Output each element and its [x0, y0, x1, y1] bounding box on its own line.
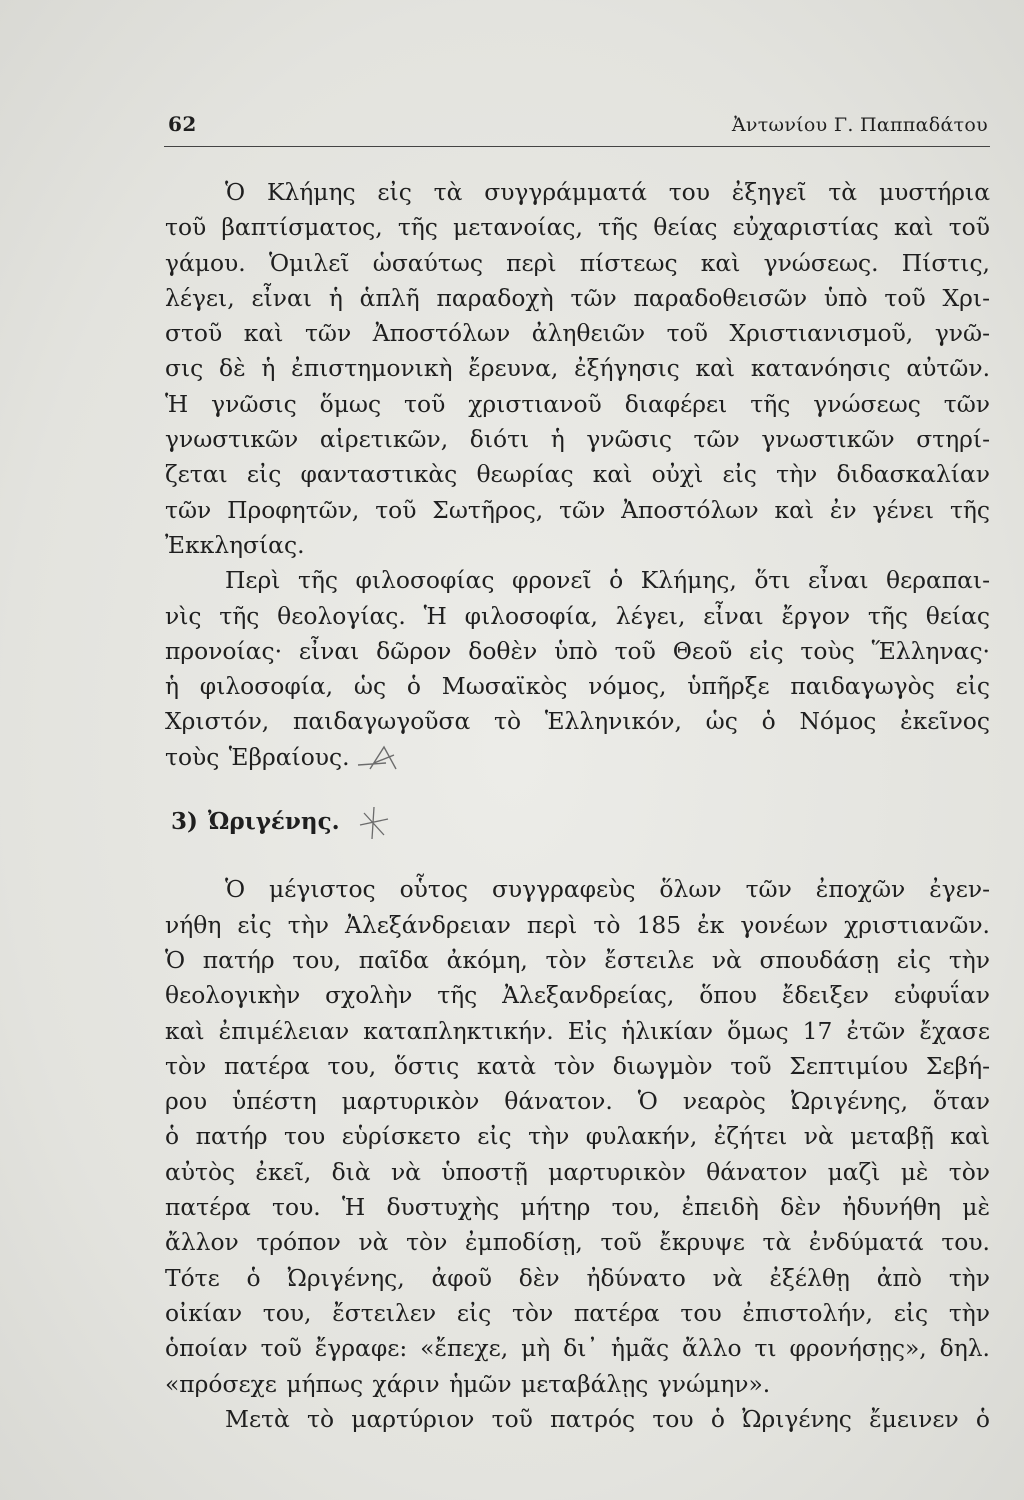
paragraph-clement-sacraments: [165, 175, 990, 563]
text-line: καὶ ἐπιμέλειαν καταπληκτικήν. Εἰς ἡλικίαν ὅμως 17 ἐτῶν ἔχασε: [165, 1016, 990, 1045]
pencil-mark-icon: [356, 743, 400, 773]
text-line: ὁποίαν τοῦ ἔγραφε: «ἔπεχε, μὴ δι᾿ ἡμᾶς ἄλλο τι φρονήσῃς», δηλ.: [165, 1334, 990, 1363]
running-head: Ἀντωνίου Γ. Παππαδάτου: [731, 114, 988, 136]
text-line: ἡ φιλοσοφία, ὡς ὁ Μωσαϊκὸς νόμος, ὑπῆρξε παιδαγωγὸς εἰς: [165, 672, 990, 701]
text-line-content: τοὺς Ἑβραίους.: [165, 742, 350, 771]
section-title: Ὠριγένης.: [207, 808, 340, 836]
text-line: Ὁ πατήρ του, παῖδα ἀκόμη, τὸν ἔστειλε νὰ σπουδάσῃ εἰς τὴν: [165, 945, 990, 974]
text-line: αὐτὸς ἐκεῖ, διὰ νὰ ὑποστῇ μαρτυρικὸν θάνατον μαζὶ μὲ τὸν: [165, 1157, 990, 1186]
text-line: Ἡ γνῶσις ὅμως τοῦ χριστιανοῦ διαφέρει τῆς γνώσεως τῶν: [165, 389, 990, 418]
page-number: 62: [168, 112, 197, 136]
page-header: [168, 108, 988, 148]
section-heading: [165, 804, 990, 839]
text-line: στοῦ καὶ τῶν Ἀποστόλων ἀληθειῶν τοῦ Χριστιανισμοῦ, γνῶ-: [165, 319, 990, 348]
body-text: [165, 175, 990, 1437]
text-line: Ὁ μέγιστος οὗτος συγγραφεὺς ὅλων τῶν ἐποχῶν ἐγεν-: [225, 875, 990, 904]
paragraph-origen-life: [165, 872, 990, 1401]
text-line: Μετὰ τὸ μαρτύριον τοῦ πατρός του ὁ Ὠριγένης ἔμεινεν ὁ: [225, 1404, 990, 1433]
text-line: Ἐκκλησίας.: [165, 530, 305, 559]
text-line: νὶς τῆς θεολογίας. Ἡ φιλοσοφία, λέγει, εἶναι ἔργον τῆς θείας: [165, 601, 990, 630]
text-line: Τότε ὁ Ὠριγένης, ἀφοῦ δὲν ἠδύνατο νὰ ἐξέλθῃ ἀπὸ τὴν: [165, 1263, 990, 1292]
header-rule: [164, 146, 990, 147]
text-line: Ὁ Κλήμης εἰς τὰ συγγράμματά του ἐξηγεῖ τὰ μυστήρια: [225, 178, 990, 206]
text-line: θεολογικὴν σχολὴν τῆς Ἀλεξανδρείας, ὅπου ἔδειξεν εὐφυΐαν: [165, 981, 990, 1010]
text-line: «πρόσεχε μήπως χάριν ἡμῶν μεταβάλῃς γνώμην».: [165, 1369, 771, 1398]
paragraph-clement-philosophy: [165, 563, 990, 775]
section-number: 3): [171, 808, 198, 836]
text-line: ρου ὑπέστη μαρτυρικὸν θάνατον. Ὁ νεαρὸς Ὠριγένης, ὅταν: [165, 1087, 990, 1116]
text-line: ζεται εἰς φανταστικὰς θεωρίας καὶ οὐχὶ εἰς τὴν διδασκαλίαν: [165, 460, 990, 489]
text-line: [165, 740, 990, 775]
text-line: γάμου. Ὁμιλεῖ ὡσαύτως περὶ πίστεως καὶ γνώσεως. Πίστις,: [165, 248, 990, 277]
pencil-star-icon: [356, 805, 392, 841]
text-line: νήθη εἰς τὴν Ἀλεξάνδρειαν περὶ τὸ 185 ἐκ γονέων χριστιανῶν.: [165, 910, 990, 939]
text-line: οἰκίαν του, ἔστειλεν εἰς τὸν πατέρα του ἐπιστολήν, εἰς τὴν: [165, 1298, 990, 1327]
text-line: τὸν πατέρα του, ὅστις κατὰ τὸν διωγμὸν τοῦ Σεπτιμίου Σεβή-: [165, 1051, 990, 1080]
text-line: τῶν Προφητῶν, τοῦ Σωτῆρος, τῶν Ἀποστόλων καὶ ἐν γένει τῆς: [165, 495, 990, 524]
text-line: σις δὲ ἡ ἐπιστημονικὴ ἔρευνα, ἐξήγησις καὶ κατανόησις αὐτῶν.: [165, 354, 990, 383]
text-line: γνωστικῶν αἱρετικῶν, διότι ἡ γνῶσις τῶν γνωστικῶν στηρί-: [165, 425, 990, 454]
text-line: προνοίας· εἶναι δῶρον δοθὲν ὑπὸ τοῦ Θεοῦ εἰς τοὺς Ἕλληνας·: [165, 636, 990, 665]
text-line: ἄλλον τρόπον νὰ τὸν ἐμποδίσῃ, τοῦ ἔκρυψε τὰ ἐνδύματά του.: [165, 1228, 990, 1257]
text-line: Χριστόν, παιδαγωγοῦσα τὸ Ἑλληνικόν, ὡς ὁ Νόμος ἐκεῖνος: [165, 707, 990, 736]
text-line: τοῦ βαπτίσματος, τῆς μετανοίας, τῆς θείας εὐχαριστίας καὶ τοῦ: [165, 213, 990, 242]
text-line: Περὶ τῆς φιλοσοφίας φρονεῖ ὁ Κλήμης, ὅτι εἶναι θεραπαι-: [225, 566, 990, 595]
text-line: ὁ πατήρ του εὑρίσκετο εἰς τὴν φυλακήν, ἐζήτει νὰ μεταβῇ καὶ: [165, 1122, 990, 1151]
text-line: λέγει, εἶναι ἡ ἁπλῆ παραδοχὴ τῶν παραδοθεισῶν ὑπὸ τοῦ Χρι-: [165, 283, 990, 312]
text-line: πατέρα του. Ἡ δυστυχὴς μήτηρ του, ἐπειδὴ δὲν ἠδυνήθη μὲ: [165, 1193, 990, 1222]
paragraph-origen-after-martyrdom: [165, 1402, 990, 1437]
